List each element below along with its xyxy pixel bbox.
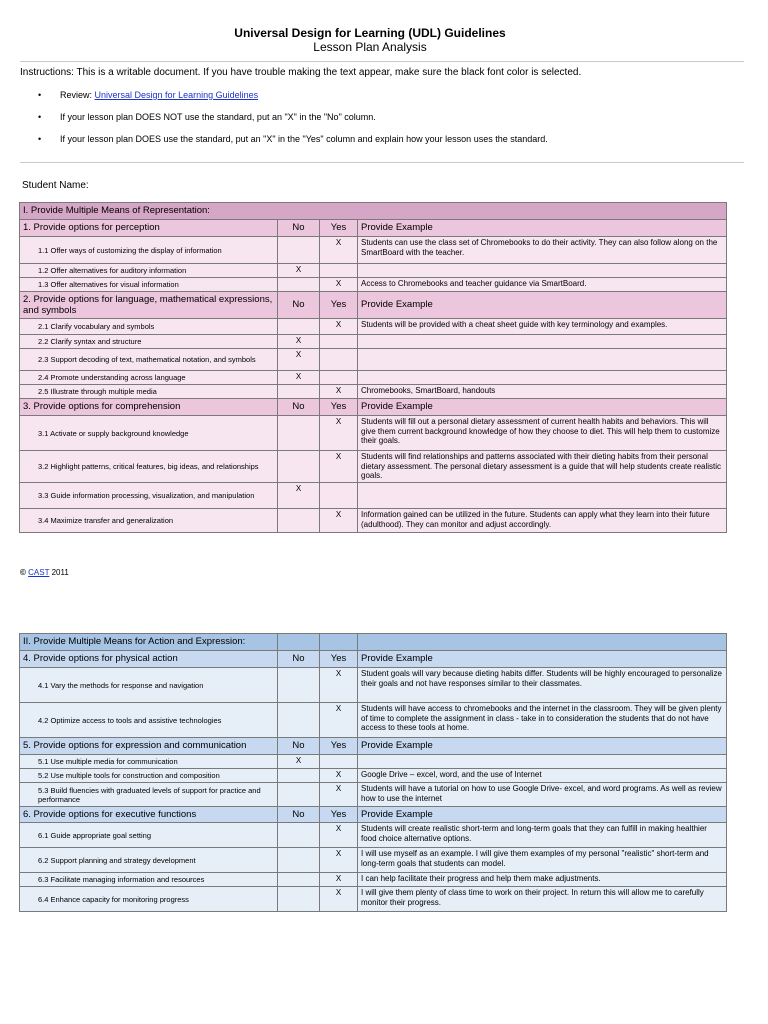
yes-cell[interactable]: X (320, 783, 358, 807)
yes-cell[interactable]: X (320, 887, 358, 912)
guideline-header-row (20, 651, 727, 668)
table-row (20, 483, 727, 509)
checkpoint-label: 3.1 Activate or supply background knowledge (20, 416, 278, 451)
copyright-symbol: © (20, 568, 26, 577)
checkpoint-label: 2.5 Illustrate through multiple media (20, 385, 278, 399)
checkpoint-label: 3.2 Highlight patterns, critical features, big ideas, and relationships (20, 451, 278, 483)
yes-cell[interactable]: X (320, 668, 358, 703)
bullet-no-rule (38, 112, 548, 134)
yes-cell[interactable] (320, 349, 358, 371)
no-cell[interactable] (278, 319, 320, 335)
example-cell[interactable]: I will use myself as an example. I will give them examples of my personal "realistic" short-term and long-term goals that students can model. (358, 848, 727, 873)
table-row (20, 755, 727, 769)
example-cell[interactable]: Student goals will vary because dieting habits differ. Students will be highly encouraged to personalize their goals and not have responses similar to their classmates. (358, 668, 727, 703)
yes-cell[interactable] (320, 264, 358, 278)
bullet-review (38, 90, 548, 112)
copyright-line (20, 568, 69, 577)
example-cell[interactable]: Students will be provided with a cheat sheet guide with key terminology and examples. (358, 319, 727, 335)
no-cell[interactable] (278, 703, 320, 738)
example-cell[interactable] (358, 264, 727, 278)
yes-column-header: Yes (320, 220, 358, 237)
no-cell[interactable] (278, 823, 320, 848)
example-column-header: Provide Example (358, 738, 727, 755)
example-cell[interactable]: Students will create realistic short-term and long-term goals that they can fulfill in making healthier food choice alternative options. (358, 823, 727, 848)
no-column-header: No (278, 220, 320, 237)
example-cell[interactable]: Students will find relationships and patterns associated with their dieting habits from their personal dietary assessment. The personal dietary assessment is a guide that will help students create realistic goals. (358, 451, 727, 483)
no-column-header: No (278, 292, 320, 319)
no-rule-text: If your lesson plan DOES NOT use the standard, put an "X" in the "No" column. (60, 112, 376, 122)
no-cell[interactable]: X (278, 349, 320, 371)
section-header-row (20, 634, 727, 651)
guideline-title: 1. Provide options for perception (20, 220, 278, 237)
checkpoint-label: 6.4 Enhance capacity for monitoring progress (20, 887, 278, 912)
no-cell[interactable] (278, 873, 320, 887)
no-cell[interactable]: X (278, 335, 320, 349)
document-title: Universal Design for Learning (UDL) Guidelines (234, 26, 506, 40)
yes-cell[interactable]: X (320, 848, 358, 873)
table-row (20, 873, 727, 887)
guideline-header-row (20, 399, 727, 416)
copyright-year: 2011 (51, 568, 69, 577)
yes-column-header: Yes (320, 807, 358, 823)
checkpoint-label: 5.1 Use multiple media for communication (20, 755, 278, 769)
no-cell[interactable] (278, 451, 320, 483)
checkpoint-label: 2.1 Clarify vocabulary and symbols (20, 319, 278, 335)
yes-cell[interactable] (320, 755, 358, 769)
example-column-header: Provide Example (358, 292, 727, 319)
yes-cell[interactable]: X (320, 769, 358, 783)
table-row (20, 451, 727, 483)
empty-cell (278, 634, 320, 651)
yes-column-header: Yes (320, 651, 358, 668)
checkpoint-label: 2.3 Support decoding of text, mathematical notation, and symbols (20, 349, 278, 371)
no-cell[interactable]: X (278, 755, 320, 769)
action-expression-table (19, 633, 727, 912)
instruction-bullets (38, 90, 548, 156)
example-column-header: Provide Example (358, 220, 727, 237)
no-cell[interactable] (278, 769, 320, 783)
no-cell[interactable]: X (278, 371, 320, 385)
checkpoint-label: 5.2 Use multiple tools for construction and composition (20, 769, 278, 783)
section-title: I. Provide Multiple Means of Representation: (20, 203, 727, 220)
no-column-header: No (278, 399, 320, 416)
yes-cell[interactable]: X (320, 416, 358, 451)
example-cell[interactable]: Access to Chromebooks and teacher guidance via SmartBoard. (358, 278, 727, 292)
no-cell[interactable]: X (278, 264, 320, 278)
table-row (20, 823, 727, 848)
no-column-header: No (278, 738, 320, 755)
yes-cell[interactable]: X (320, 451, 358, 483)
example-cell[interactable] (358, 335, 727, 349)
checkpoint-label: 1.3 Offer alternatives for visual information (20, 278, 278, 292)
guideline-header-row (20, 220, 727, 237)
no-cell[interactable] (278, 783, 320, 807)
instructions-text: Instructions: This is a writable document. If you have trouble making the text appear, make sure the black font color is selected. (20, 67, 582, 78)
section-title: II. Provide Multiple Means for Action and Expression: (20, 634, 278, 651)
empty-cell (320, 634, 358, 651)
guideline-title: 2. Provide options for language, mathematical expressions, and symbols (20, 292, 278, 319)
checkpoint-label: 2.2 Clarify syntax and structure (20, 335, 278, 349)
checkpoint-label: 4.2 Optimize access to tools and assistive technologies (20, 703, 278, 738)
yes-cell[interactable]: X (320, 278, 358, 292)
checkpoint-label: 5.3 Build fluencies with graduated levels of support for practice and performance (20, 783, 278, 807)
checkpoint-label: 6.3 Facilitate managing information and resources (20, 873, 278, 887)
student-name-label[interactable]: Student Name: (22, 180, 89, 191)
example-cell[interactable] (358, 755, 727, 769)
table-row (20, 264, 727, 278)
yes-cell[interactable] (320, 335, 358, 349)
table-row (20, 319, 727, 335)
example-cell[interactable] (358, 349, 727, 371)
yes-cell[interactable]: X (320, 319, 358, 335)
yes-column-header: Yes (320, 292, 358, 319)
guideline-title: 4. Provide options for physical action (20, 651, 278, 668)
table-row (20, 848, 727, 873)
no-cell[interactable] (278, 509, 320, 533)
checkpoint-label: 2.4 Promote understanding across language (20, 371, 278, 385)
checkpoint-label: 1.1 Offer ways of customizing the display of information (20, 237, 278, 264)
example-cell[interactable] (358, 483, 727, 509)
yes-rule-text: If your lesson plan DOES use the standard, put an "X" in the "Yes" column and explain how your lesson uses the standard. (60, 134, 548, 144)
example-cell[interactable]: I can help facilitate their progress and help them make adjustments. (358, 873, 727, 887)
cast-link[interactable]: CAST (28, 568, 50, 577)
checkpoint-label: 4.1 Vary the methods for response and navigation (20, 668, 278, 703)
yes-cell[interactable] (320, 483, 358, 509)
example-cell[interactable]: Information gained can be utilized in the future. Students can apply what they learn into their future (adulthood). They can monitor and adjust accordingly. (358, 509, 727, 533)
representation-table (19, 202, 727, 533)
section-header-row (20, 203, 727, 220)
document-subtitle: Lesson Plan Analysis (313, 40, 427, 54)
table-row (20, 237, 727, 264)
no-cell[interactable] (278, 278, 320, 292)
table-row (20, 509, 727, 533)
yes-column-header: Yes (320, 738, 358, 755)
checkpoint-label: 6.2 Support planning and strategy development (20, 848, 278, 873)
guideline-header-row (20, 738, 727, 755)
example-cell[interactable]: Students will fill out a personal dietary assessment of current health habits and behaviors. This will give them current background knowledge of how they choose to diet. This will help them to customize their goals. (358, 416, 727, 451)
example-column-header: Provide Example (358, 399, 727, 416)
no-cell[interactable] (278, 385, 320, 399)
yes-cell[interactable]: X (320, 237, 358, 264)
table-row (20, 703, 727, 738)
example-cell[interactable]: Students will have access to chromebooks and the internet in the classroom. They will be given plenty of time to complete the assignment in class - take in to consideration the students that do not have access to these tools at home. (358, 703, 727, 738)
bullet-dot-icon: • (38, 134, 42, 144)
yes-cell[interactable]: X (320, 873, 358, 887)
table-row (20, 769, 727, 783)
table-row (20, 349, 727, 371)
no-column-header: No (278, 807, 320, 823)
bullet-yes-rule (38, 134, 548, 156)
guideline-title: 6. Provide options for executive functions (20, 807, 278, 823)
no-cell[interactable] (278, 848, 320, 873)
divider (20, 162, 744, 163)
example-cell[interactable]: Students can use the class set of Chromebooks to do their activity. They can also follow along on the SmartBoard with the teacher. (358, 237, 727, 264)
no-cell[interactable] (278, 887, 320, 912)
guideline-header-row (20, 292, 727, 319)
table-row (20, 385, 727, 399)
example-cell[interactable] (358, 371, 727, 385)
no-column-header: No (278, 651, 320, 668)
checkpoint-label: 3.3 Guide information processing, visualization, and manipulation (20, 483, 278, 509)
yes-cell[interactable] (320, 371, 358, 385)
table-row (20, 278, 727, 292)
example-cell[interactable]: I will give them plenty of class time to work on their project. In return this will allow me to carefully monitor their progress. (358, 887, 727, 912)
yes-cell[interactable]: X (320, 823, 358, 848)
table-row (20, 371, 727, 385)
empty-cell (358, 634, 727, 651)
checkpoint-label: 6.1 Guide appropriate goal setting (20, 823, 278, 848)
bullet-dot-icon: • (38, 112, 42, 122)
yes-cell[interactable]: X (320, 703, 358, 738)
table-row (20, 335, 727, 349)
no-cell[interactable]: X (278, 483, 320, 509)
yes-cell[interactable]: X (320, 509, 358, 533)
guideline-title: 5. Provide options for expression and communication (20, 738, 278, 755)
example-cell[interactable]: Students will have a tutorial on how to use Google Drive- excel, and word programs. As well as review how to use the internet (358, 783, 727, 807)
checkpoint-label: 3.4 Maximize transfer and generalization (20, 509, 278, 533)
example-cell[interactable]: Google Drive – excel, word, and the use of Internet (358, 769, 727, 783)
table-row (20, 887, 727, 912)
yes-cell[interactable]: X (320, 385, 358, 399)
guideline-header-row (20, 807, 727, 823)
table-row (20, 783, 727, 807)
checkpoint-label: 1.2 Offer alternatives for auditory information (20, 264, 278, 278)
no-cell[interactable] (278, 237, 320, 264)
no-cell[interactable] (278, 668, 320, 703)
udl-guidelines-link[interactable]: Universal Design for Learning Guidelines (94, 90, 259, 100)
example-column-header: Provide Example (358, 651, 727, 668)
example-cell[interactable]: Chromebooks, SmartBoard, handouts (358, 385, 727, 399)
table-row (20, 668, 727, 703)
guideline-title: 3. Provide options for comprehension (20, 399, 278, 416)
example-column-header: Provide Example (358, 807, 727, 823)
yes-column-header: Yes (320, 399, 358, 416)
divider (20, 61, 744, 62)
bullet-dot-icon: • (38, 90, 42, 100)
no-cell[interactable] (278, 416, 320, 451)
table-row (20, 416, 727, 451)
review-label: Review: (60, 90, 93, 100)
